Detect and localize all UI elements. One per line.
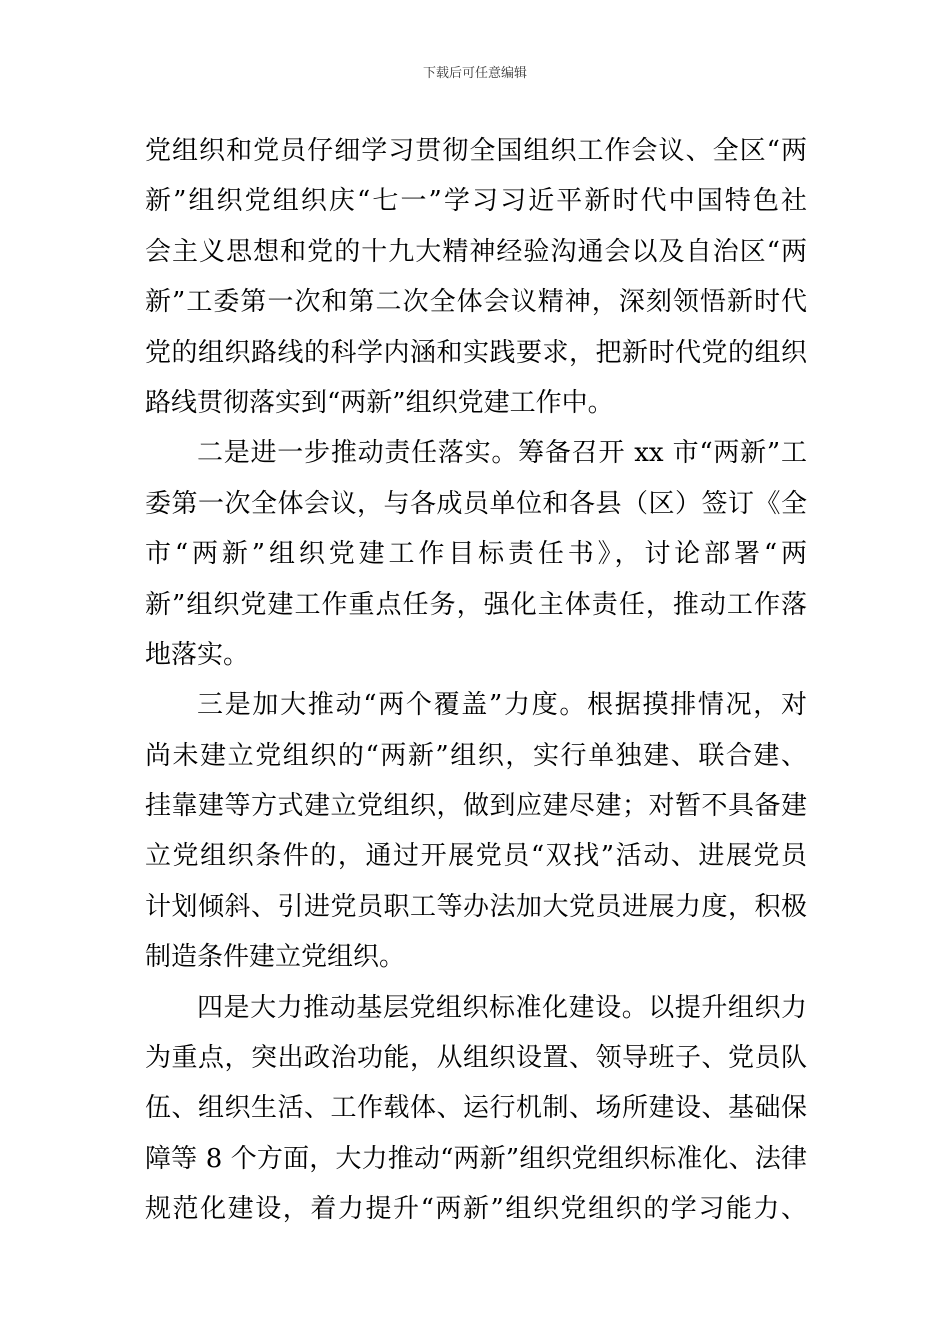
text-line: 委第一次全体会议，与各成员单位和各县（区）签订《全 — [145, 488, 807, 519]
text-line: 党组织和党员仔细学习贯彻全国组织工作会议、全区“两 — [145, 136, 807, 166]
text-line: 二是进一步推动责任落实。筹备召开 xx 市“两新”工 — [197, 438, 807, 469]
text-line: 市“两新”组织党建工作目标责任书》，讨论部署“两 — [145, 539, 807, 570]
text-line: 新”工委第一次和第二次全体会议精神，深刻领悟新时代 — [145, 287, 807, 318]
text-line: 地落实。 — [145, 639, 250, 670]
text-line: 立党组织条件的，通过开展党员“双找”活动、进展党员 — [145, 841, 807, 872]
text-line: 新”组织党建工作重点任务，强化主体责任，推动工作落 — [145, 589, 807, 620]
text-line: 路线贯彻落实到“两新”组织党建工作中。 — [145, 387, 614, 418]
body-text — [145, 126, 807, 1235]
text-line: 障等 8 个方面，大力推动“两新”组织党组织标准化、法律 — [145, 1143, 807, 1174]
text-line: 党的组织路线的科学内涵和实践要求，把新时代党的组织 — [145, 337, 807, 368]
text-line: 尚未建立党组织的“两新”组织，实行单独建、联合建、 — [145, 740, 807, 771]
text-line: 挂靠建等方式建立党组织，做到应建尽建；对暂不具备建 — [145, 791, 807, 822]
text-line: 三是加大推动“两个覆盖”力度。根据摸排情况，对 — [197, 690, 807, 721]
page-header: 下载后可任意编辑 — [422, 66, 527, 81]
text-line: 四是大力推动基层党组织标准化建设。以提升组织力 — [197, 992, 807, 1023]
text-line: 计划倾斜、引进党员职工等办法加大党员进展力度，积极 — [145, 891, 807, 922]
text-line: 新”组织党组织庆“七一”学习习近平新时代中国特色社 — [145, 186, 807, 217]
text-line: 规范化建设，着力提升“两新”组织党组织的学习能力、 — [145, 1194, 807, 1225]
text-line: 为重点，突出政治功能，从组织设置、领导班子、党员队 — [145, 1043, 807, 1074]
text-line: 伍、组织生活、工作载体、运行机制、场所建设、基础保 — [145, 1093, 807, 1124]
text-line: 制造条件建立党组织。 — [145, 942, 406, 973]
text-line: 会主义思想和党的十九大精神经验沟通会以及自治区“两 — [145, 236, 807, 267]
